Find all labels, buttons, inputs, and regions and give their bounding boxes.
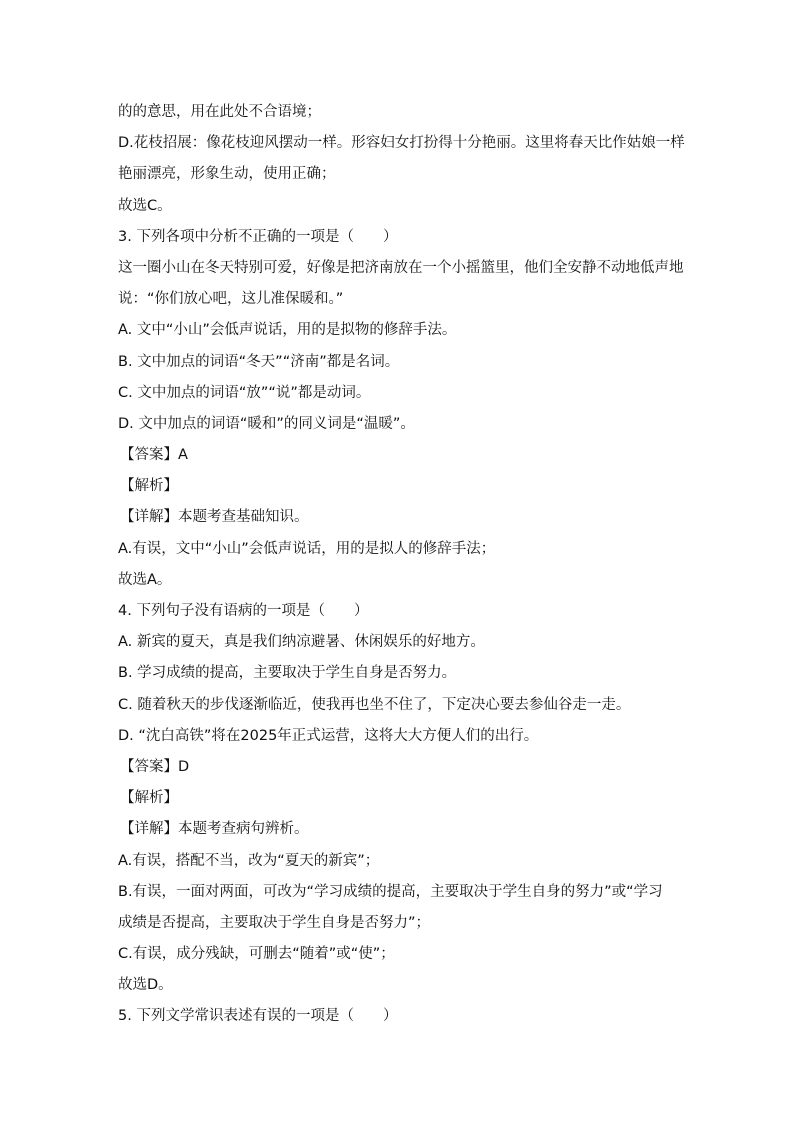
text-line: 艳丽漂亮，形象生动，使用正确；	[118, 166, 336, 183]
text-line: D. “沈白高铁”将在2025年正式运营，这将大大方便人们的出行。	[118, 727, 539, 744]
text-line: 【解析】	[120, 790, 178, 807]
text-line: B. 文中加点的词语“冬天”“济南”都是名词。	[118, 353, 400, 370]
text-line: B. 学习成绩的提高，主要取决于学生自身是否努力。	[118, 665, 457, 682]
text-line: 成绩是否提高，主要取决于学生自身是否努力”；	[118, 914, 431, 931]
text-line: A.有误，搭配不当，改为“夏天的新宾”；	[118, 852, 380, 869]
text-line: C. 随着秋天的步伐逐渐临近，使我再也坐不住了，下定决心要去参仙谷走一走。	[118, 696, 631, 713]
text-line: 故选C。	[118, 197, 172, 214]
text-line: 【详解】本题考查基础知识。	[120, 509, 309, 526]
text-line: D. 文中加点的词语“暖和”的同义词是“温暖”。	[118, 415, 415, 432]
text-line: C.有误，成分残缺，可删去“随着”或“使”；	[118, 946, 395, 963]
text-line: C. 文中加点的词语“放”“说”都是动词。	[118, 384, 371, 401]
text-line: 4. 下列句子没有语病的一项是（ ）	[118, 603, 369, 619]
text-line: B.有误，一面对两面，可改为“学习成绩的提高，主要取决于学生自身的努力”或“学习	[118, 883, 663, 900]
text-line: 3. 下列各项中分析不正确的一项是（ ）	[118, 228, 398, 245]
text-line: 5. 下列文学常识表述有误的一项是（ ）	[118, 1008, 398, 1025]
text-line: D.花枝招展：像花枝迎风摆动一样。形容妇女打扮得十分艳丽。这里将春天比作姑娘一样	[118, 135, 685, 152]
text-line: A.有误，文中“小山”会低声说话，用的是拟人的修辞手法；	[118, 540, 496, 557]
text-line: 故选A。	[118, 571, 172, 588]
text-line: 的的意思，用在此处不合语境；	[118, 104, 321, 120]
text-line: 说：“你们放心吧，这儿准保暖和。”	[118, 291, 344, 308]
text-line: A. 新宾的夏天，真是我们纳凉避暑、休闲娱乐的好地方。	[118, 634, 485, 651]
text-line: 故选D。	[118, 977, 173, 994]
text-line: 【答案】D	[120, 758, 190, 775]
text-line: 【解析】	[120, 478, 178, 495]
text-line: 【详解】本题考查病句辨析。	[120, 821, 309, 838]
document-page	[118, 97, 698, 1033]
text-line: 【答案】A	[120, 447, 188, 464]
text-line: A. 文中“小山”会低声说话，用的是拟物的修辞手法。	[118, 322, 457, 339]
text-line: 这一圈小山在冬天特别可爱，好像是把济南放在一个小摇篮里，他们全安静不动地低声地	[118, 259, 684, 276]
